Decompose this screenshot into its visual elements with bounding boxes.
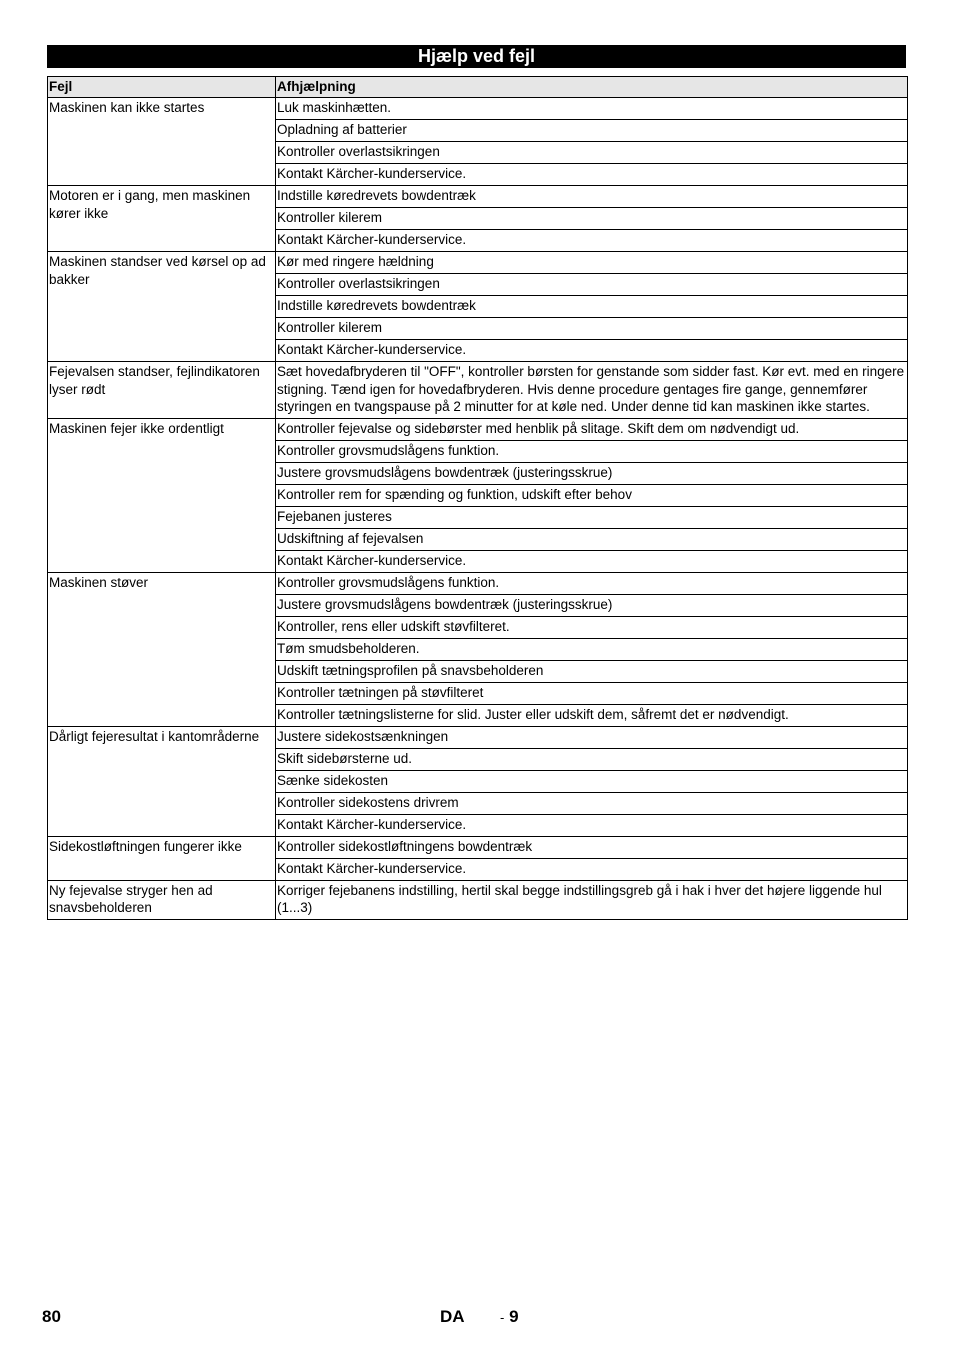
table-row	[48, 362, 908, 419]
remedy-cell: Kontroller overlastsikringen	[276, 274, 908, 296]
remedy-cell: Sæt hovedafbryderen til "OFF", kontroller børsten for genstande som sidder fast. Kør evt. med en ringere stigning. Tænd igen for hovedafbryderen. Hvis denne procedure gentages fire gange, gennemfører styringen en tvangspause på 2 minutter for at køle ned. Under denne tid kan maskinen ikke startes.	[276, 362, 908, 419]
remedy-cell: Justere sidekostsænkningen	[276, 726, 908, 748]
table-header-row	[48, 77, 908, 98]
table-row	[48, 726, 908, 748]
table-row	[48, 572, 908, 594]
remedy-cell: Kontroller kilerem	[276, 318, 908, 340]
remedy-cell: Kontakt Kärcher-kunderservice.	[276, 164, 908, 186]
remedy-cell: Justere grovsmudslågens bowdentræk (justeringsskrue)	[276, 462, 908, 484]
remedy-cell: Kontakt Kärcher-kunderservice.	[276, 230, 908, 252]
fault-cell: Maskinen fejer ikke ordentligt	[48, 418, 276, 572]
remedy-cell: Skift sidebørsterne ud.	[276, 748, 908, 770]
remedy-cell: Luk maskinhætten.	[276, 98, 908, 120]
remedy-cell: Korriger fejebanens indstilling, hertil skal begge indstillingsgreb gå i hak i hver det højere liggende hul (1...3)	[276, 880, 908, 919]
fault-cell: Maskinen standser ved kørsel op ad bakker	[48, 252, 276, 362]
remedy-cell: Kontakt Kärcher-kunderservice.	[276, 340, 908, 362]
table-row	[48, 418, 908, 440]
remedy-cell: Indstille køredrevets bowdentræk	[276, 296, 908, 318]
remedy-cell: Justere grovsmudslågens bowdentræk (justeringsskrue)	[276, 594, 908, 616]
remedy-cell: Fejebanen justeres	[276, 506, 908, 528]
fault-cell: Dårligt fejeresultat i kantområderne	[48, 726, 276, 836]
language-code: DA	[440, 1307, 465, 1326]
remedy-cell: Udskift tætningsprofilen på snavsbeholderen	[276, 660, 908, 682]
remedy-cell: Kontroller grovsmudslågens funktion.	[276, 572, 908, 594]
section-page-number: 9	[509, 1307, 519, 1326]
remedy-cell: Kontroller kilerem	[276, 208, 908, 230]
troubleshooting-table	[47, 76, 908, 920]
remedy-cell: Udskiftning af fejevalsen	[276, 528, 908, 550]
remedy-cell: Kontroller tætningslisterne for slid. Juster eller udskift dem, såfremt det er nødvendigt.	[276, 704, 908, 726]
section-title: Hjælp ved fejl	[47, 45, 906, 68]
fault-cell: Motoren er i gang, men maskinen kører ikke	[48, 186, 276, 252]
remedy-cell: Kontroller sidekostens drivrem	[276, 792, 908, 814]
remedy-cell: Kontroller tætningen på støvfilteret	[276, 682, 908, 704]
remedy-cell: Kontroller sidekostløftningens bowdentræk	[276, 836, 908, 858]
page-number: 80	[42, 1307, 61, 1326]
fault-cell: Maskinen støver	[48, 572, 276, 726]
column-header-remedy: Afhjælpning	[276, 77, 908, 98]
remedy-cell: Kontakt Kärcher-kunderservice.	[276, 814, 908, 836]
remedy-cell: Kontroller fejevalse og sidebørster med henblik på slitage. Skift dem om nødvendigt ud.	[276, 418, 908, 440]
remedy-cell: Indstille køredrevets bowdentræk	[276, 186, 908, 208]
remedy-cell: Sænke sidekosten	[276, 770, 908, 792]
table-row	[48, 186, 908, 208]
table-row	[48, 880, 908, 919]
remedy-cell: Kontroller overlastsikringen	[276, 142, 908, 164]
remedy-cell: Kør med ringere hældning	[276, 252, 908, 274]
fault-cell: Maskinen kan ikke startes	[48, 98, 276, 186]
table-row	[48, 98, 908, 120]
remedy-cell: Kontroller rem for spænding og funktion, udskift efter behov	[276, 484, 908, 506]
section-page	[500, 1307, 519, 1327]
remedy-cell: Kontakt Kärcher-kunderservice.	[276, 550, 908, 572]
remedy-cell: Kontakt Kärcher-kunderservice.	[276, 858, 908, 880]
fault-cell: Sidekostløftningen fungerer ikke	[48, 836, 276, 880]
table-body	[48, 98, 908, 920]
section-page-separator: -	[500, 1310, 505, 1325]
fault-cell: Ny fejevalse stryger hen ad snavsbeholderen	[48, 880, 276, 919]
fault-cell: Fejevalsen standser, fejlindikatoren lyser rødt	[48, 362, 276, 419]
table-row	[48, 836, 908, 858]
remedy-cell: Kontroller, rens eller udskift støvfilteret.	[276, 616, 908, 638]
table-row	[48, 252, 908, 274]
remedy-cell: Tøm smudsbeholderen.	[276, 638, 908, 660]
remedy-cell: Opladning af batterier	[276, 120, 908, 142]
remedy-cell: Kontroller grovsmudslågens funktion.	[276, 440, 908, 462]
column-header-fault: Fejl	[48, 77, 276, 98]
